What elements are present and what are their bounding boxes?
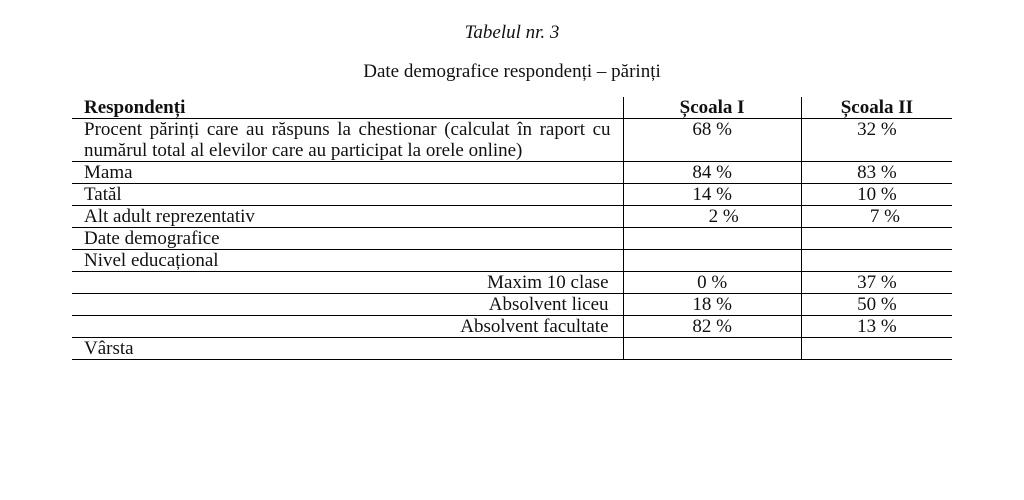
demographics-table: [72, 97, 952, 360]
section-heading-demographics: Date demografice: [72, 228, 623, 250]
row-value-school-1: 68 %: [623, 119, 801, 162]
row-label: Mama: [72, 162, 623, 184]
table-row: [72, 228, 952, 250]
table-row: [72, 184, 952, 206]
table-row: [72, 338, 952, 360]
table-row: [72, 119, 952, 162]
table-row: [72, 294, 952, 316]
table-row: [72, 250, 952, 272]
row-label: Absolvent facultate: [72, 316, 623, 338]
header-respondents: Respondenți: [72, 97, 623, 119]
header-school-2: Școala II: [801, 97, 952, 119]
table-row: [72, 162, 952, 184]
row-value-school-1: 18 %: [623, 294, 801, 316]
row-label: Procent părinți care au răspuns la chestionar (calculat în raport cu numărul total al elevilor care au participat la orele online): [72, 119, 623, 162]
row-value-school-1: 0 %: [623, 272, 801, 294]
row-value-school-2: 32 %: [801, 119, 952, 162]
row-label: Alt adult reprezentativ: [72, 206, 623, 228]
row-value-school-1: 82 %: [623, 316, 801, 338]
table-header-row: [72, 97, 952, 119]
row-value-school-2: [801, 338, 952, 360]
table-title: Date demografice respondenți – părinți: [363, 61, 661, 82]
row-value-school-2: [801, 228, 952, 250]
table-row: [72, 272, 952, 294]
table-number-caption: Tabelul nr. 3: [464, 22, 560, 43]
row-value-school-1: [623, 338, 801, 360]
row-value-school-2: 50 %: [801, 294, 952, 316]
row-value-school-2: 37 %: [801, 272, 952, 294]
row-label: Tatăl: [72, 184, 623, 206]
row-value-school-2: 10 %: [801, 184, 952, 206]
row-label: Absolvent liceu: [72, 294, 623, 316]
row-value-school-1: 84 %: [623, 162, 801, 184]
row-value-school-1: 14 %: [623, 184, 801, 206]
row-label: Vârsta: [72, 338, 623, 360]
row-value-school-2: [801, 250, 952, 272]
row-value-school-2: 7 %: [801, 206, 952, 228]
table-row: [72, 206, 952, 228]
row-label: Maxim 10 clase: [72, 272, 623, 294]
row-value-school-2: 83 %: [801, 162, 952, 184]
row-label: Nivel educațional: [72, 250, 623, 272]
row-value-school-1: [623, 228, 801, 250]
row-value-school-2: 13 %: [801, 316, 952, 338]
table-row: [72, 316, 952, 338]
row-value-school-1: [623, 250, 801, 272]
header-school-1: Școala I: [623, 97, 801, 119]
row-value-school-1: 2 %: [623, 206, 801, 228]
